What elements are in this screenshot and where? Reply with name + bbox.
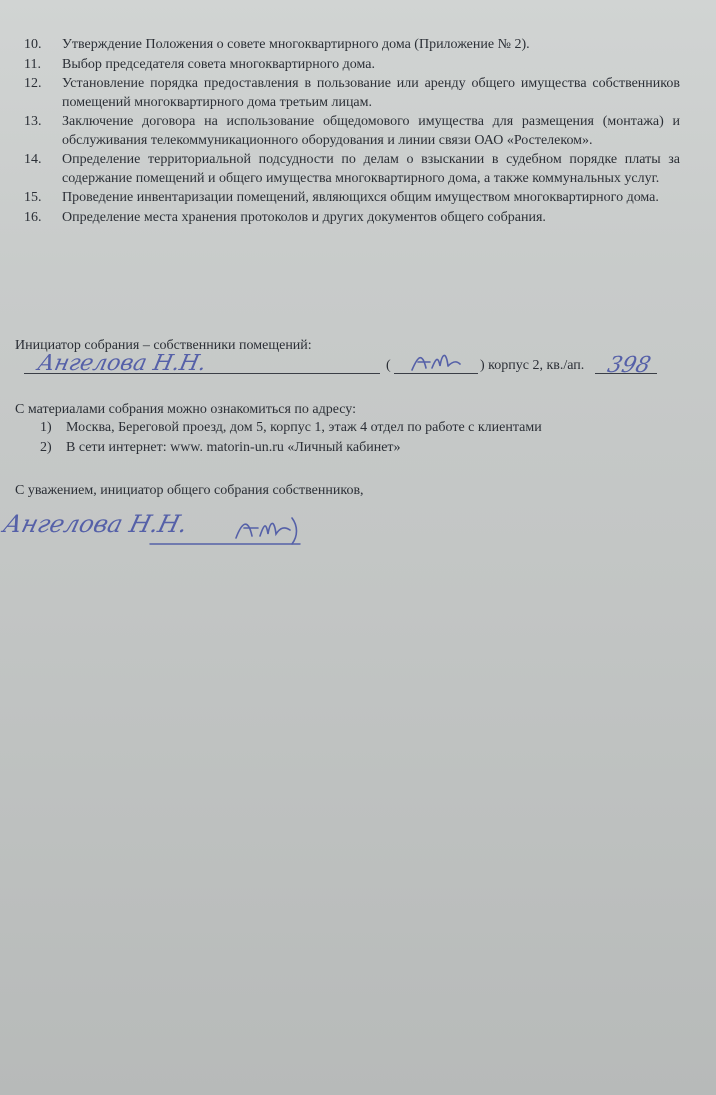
agenda-item-number: 13. bbox=[24, 114, 42, 129]
closing-signature-mark bbox=[0, 508, 310, 548]
agenda-item-number: 14. bbox=[24, 152, 42, 167]
address-item-number: 2) bbox=[40, 440, 52, 455]
initiator-signature-mark bbox=[408, 346, 468, 374]
agenda-item-number: 10. bbox=[24, 37, 42, 52]
agenda-item-number: 16. bbox=[24, 209, 42, 225]
agenda-item bbox=[24, 56, 680, 75]
agenda-item bbox=[24, 151, 680, 188]
initiator-signature-row bbox=[24, 350, 684, 382]
closing-signature bbox=[0, 508, 310, 548]
regards-line: С уважением, инициатор общего собрания собственников, bbox=[15, 483, 364, 498]
corpus-apartment-label: ) корпус 2, кв./ап. bbox=[480, 358, 585, 373]
agenda-item-text: Заключение договора на использование общедомового имущества для размещения (монтажа) и обслуживания телекоммуникационного оборудования и линии связи ОАО «Ростелеком». bbox=[62, 114, 680, 148]
initiator-handwritten-name: Ангелова Н.Н. bbox=[35, 351, 209, 376]
agenda-item bbox=[24, 209, 680, 228]
address-item-text: Москва, Береговой проезд, дом 5, корпус 1, этаж 4 отдел по работе с клиентами bbox=[66, 420, 542, 435]
address-item bbox=[40, 418, 542, 438]
agenda-list bbox=[24, 36, 680, 228]
address-item-text: В сети интернет: www. matorin-un.ru «Личный кабинет» bbox=[66, 440, 401, 455]
agenda-item-text: Проведение инвентаризации помещений, являющихся общим имуществом многоквартирного дома. bbox=[62, 190, 659, 205]
apartment-handwritten-number: 398 bbox=[604, 353, 654, 378]
agenda-item bbox=[24, 36, 680, 55]
materials-heading: С материалами собрания можно ознакомиться по адресу: bbox=[15, 402, 357, 417]
agenda-item-text: Выбор председателя совета многоквартирного дома. bbox=[62, 56, 375, 72]
agenda-item bbox=[24, 75, 680, 112]
agenda-item bbox=[24, 113, 680, 150]
agenda-item-text: Определение территориальной подсудности по делам о взыскании в судебном порядке платы за содержание помещений и общего имущества многоквартирного дома, а также коммунальных услуг. bbox=[62, 152, 680, 186]
agenda-item bbox=[24, 189, 680, 208]
agenda-item-text: Определение места хранения протоколов и других документов общего собрания. bbox=[62, 209, 546, 225]
agenda-item-text: Утверждение Положения о совете многоквартирного дома (Приложение № 2). bbox=[62, 37, 530, 52]
closing-handwritten-name: Ангелова Н.Н. bbox=[0, 510, 191, 538]
agenda-item-number: 15. bbox=[24, 190, 42, 205]
agenda-item-text: Установление порядка предоставления в пользование или аренду общего имущества собственников помещений многоквартирного дома третьим лицам. bbox=[62, 76, 680, 110]
address-item bbox=[40, 438, 542, 458]
materials-address-list bbox=[40, 418, 542, 458]
initiator-label: Инициатор собрания – собственники помещений: bbox=[15, 338, 312, 353]
paren-open: ( bbox=[386, 358, 391, 373]
agenda-item-number: 11. bbox=[24, 56, 41, 72]
address-item-number: 1) bbox=[40, 420, 52, 435]
agenda-item-number: 12. bbox=[24, 76, 42, 91]
